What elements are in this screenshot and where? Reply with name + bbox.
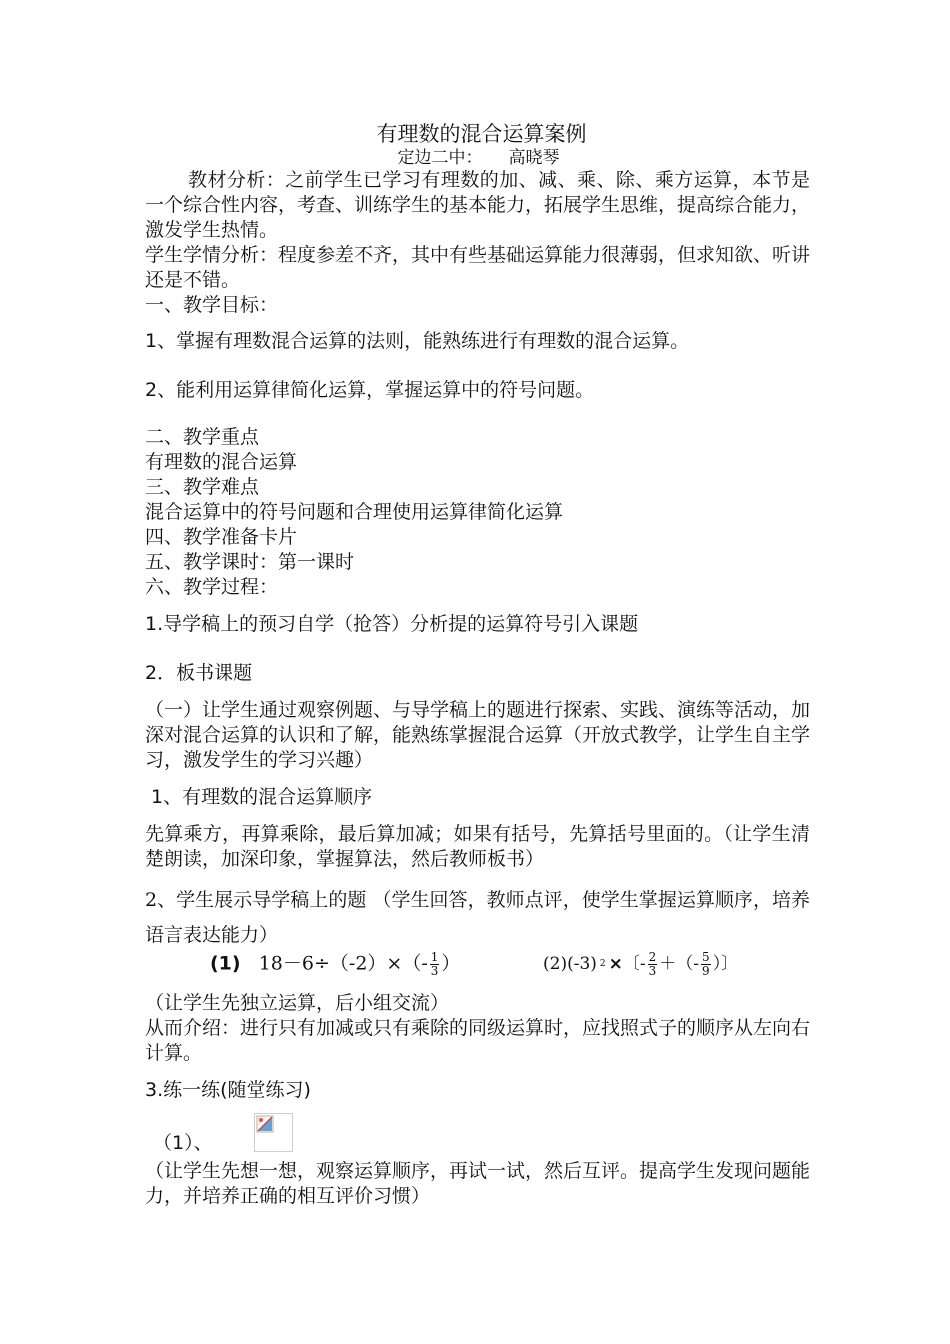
- section-heading-difficulty: 三、教学难点: [145, 476, 260, 498]
- order-title: 1、有理数的混合运算顺序: [151, 786, 373, 808]
- author-line: [147, 148, 810, 168]
- process-step-3: 3.练一练(随堂练习): [145, 1079, 311, 1101]
- example-1-numerator: 1: [430, 950, 439, 964]
- goal-item-1: 1、掌握有理数混合运算的法则，能熟练进行有理数的混合运算。: [145, 330, 690, 352]
- author-name: 高晓琴: [508, 148, 560, 168]
- group-work-note: （让学生先独立运算，后小组交流）: [145, 992, 450, 1014]
- section-heading-preparation: 四、教学准备卡片: [145, 526, 298, 548]
- example-2-numerator-1: 2: [648, 950, 657, 964]
- practice-note: （让学生先想一想，观察运算顺序，再试一试，然后互评。提高学生发现问题能力，并培养正确的相互评价习惯）: [145, 1160, 811, 1207]
- example-2-numerator-2: 5: [702, 950, 710, 964]
- example-2-open: 〔-: [622, 954, 646, 974]
- example-2-denominator-2: 9: [702, 964, 710, 978]
- example-formulas: [145, 951, 810, 991]
- example-2-base: (-3): [567, 954, 597, 974]
- section-heading-key-point: 二、教学重点: [145, 426, 260, 448]
- process-step-2: 2．板书课题: [145, 662, 253, 684]
- materials-analysis: 教材分析：之前学生已学习有理数的加、减、乘、除、乘方运算，本节是一个综合性内容，考查、训练学生的基本能力，拓展学生思维，提高综合能力，激发学生热情。: [145, 169, 811, 241]
- example-2-fraction-2: [701, 951, 711, 978]
- example-1-label: (1): [210, 952, 241, 975]
- example-1-expression: 18－6÷（-2）×（-: [258, 952, 428, 975]
- part-one-text: （一）让学生通过观察例题、与导学稿上的题进行探索、实践、演练等活动，加深对混合运算的认识和了解，能熟练掌握混合运算（开放式教学，让学生自主学习，激发学生的学习兴趣）: [145, 699, 811, 771]
- school-name: 定边二中：: [397, 148, 483, 168]
- example-2: [543, 951, 738, 978]
- example-2-denominator-1: 3: [648, 964, 657, 978]
- practice-row: [145, 1113, 810, 1159]
- example-1-close: ）: [441, 952, 461, 975]
- example-1: [210, 951, 460, 978]
- document-page: [145, 120, 810, 1209]
- example-2-close: ）〕: [712, 954, 739, 974]
- example-2-plus: ＋（-: [659, 954, 700, 974]
- difficulty-text: 混合运算中的符号问题和合理使用运算律简化运算: [145, 501, 564, 523]
- document-title: 有理数的混合运算案例: [376, 122, 587, 146]
- goal-item-2: 2、能利用运算律简化运算，掌握运算中的符号问题。: [145, 379, 595, 401]
- show-task-text: 2、学生展示导学稿上的题 （学生回答，教师点评，使学生掌握运算顺序，培养语言表达能力）: [145, 889, 810, 946]
- example-2-times: ×: [608, 954, 623, 974]
- broken-image-icon: [256, 1115, 274, 1133]
- broken-image-placeholder: [254, 1113, 293, 1152]
- introduction-text: 从而介绍：进行只有加减或只有乘除的同级运算时，应找照式子的顺序从左向右计算。: [145, 1017, 811, 1064]
- order-text: 先算乘方，再算乘除，最后算加减；如果有括号，先算括号里面的。（让学生清楚朗读，加深印象，掌握算法，然后教师板书）: [145, 823, 810, 870]
- process-step-1: 1.导学稿上的预习自学（抢答）分析提的运算符号引入课题: [145, 613, 639, 635]
- example-1-fraction: [430, 951, 440, 978]
- section-heading-process: 六、教学过程：: [145, 576, 279, 598]
- practice-label: （1）、: [153, 1132, 213, 1154]
- section-heading-goals: 一、教学目标：: [145, 294, 279, 316]
- example-2-exponent: 2: [599, 959, 606, 969]
- key-point-text: 有理数的混合运算: [145, 451, 298, 473]
- section-heading-class-hours: 五、教学课时：第一课时: [145, 551, 355, 573]
- student-analysis: 学生学情分析：程度参差不齐，其中有些基础运算能力很薄弱，但求知欲、听讲还是不错。: [145, 244, 811, 291]
- example-1-denominator: 3: [430, 964, 439, 978]
- example-2-label: (2): [543, 954, 568, 974]
- example-2-fraction-1: [648, 951, 658, 978]
